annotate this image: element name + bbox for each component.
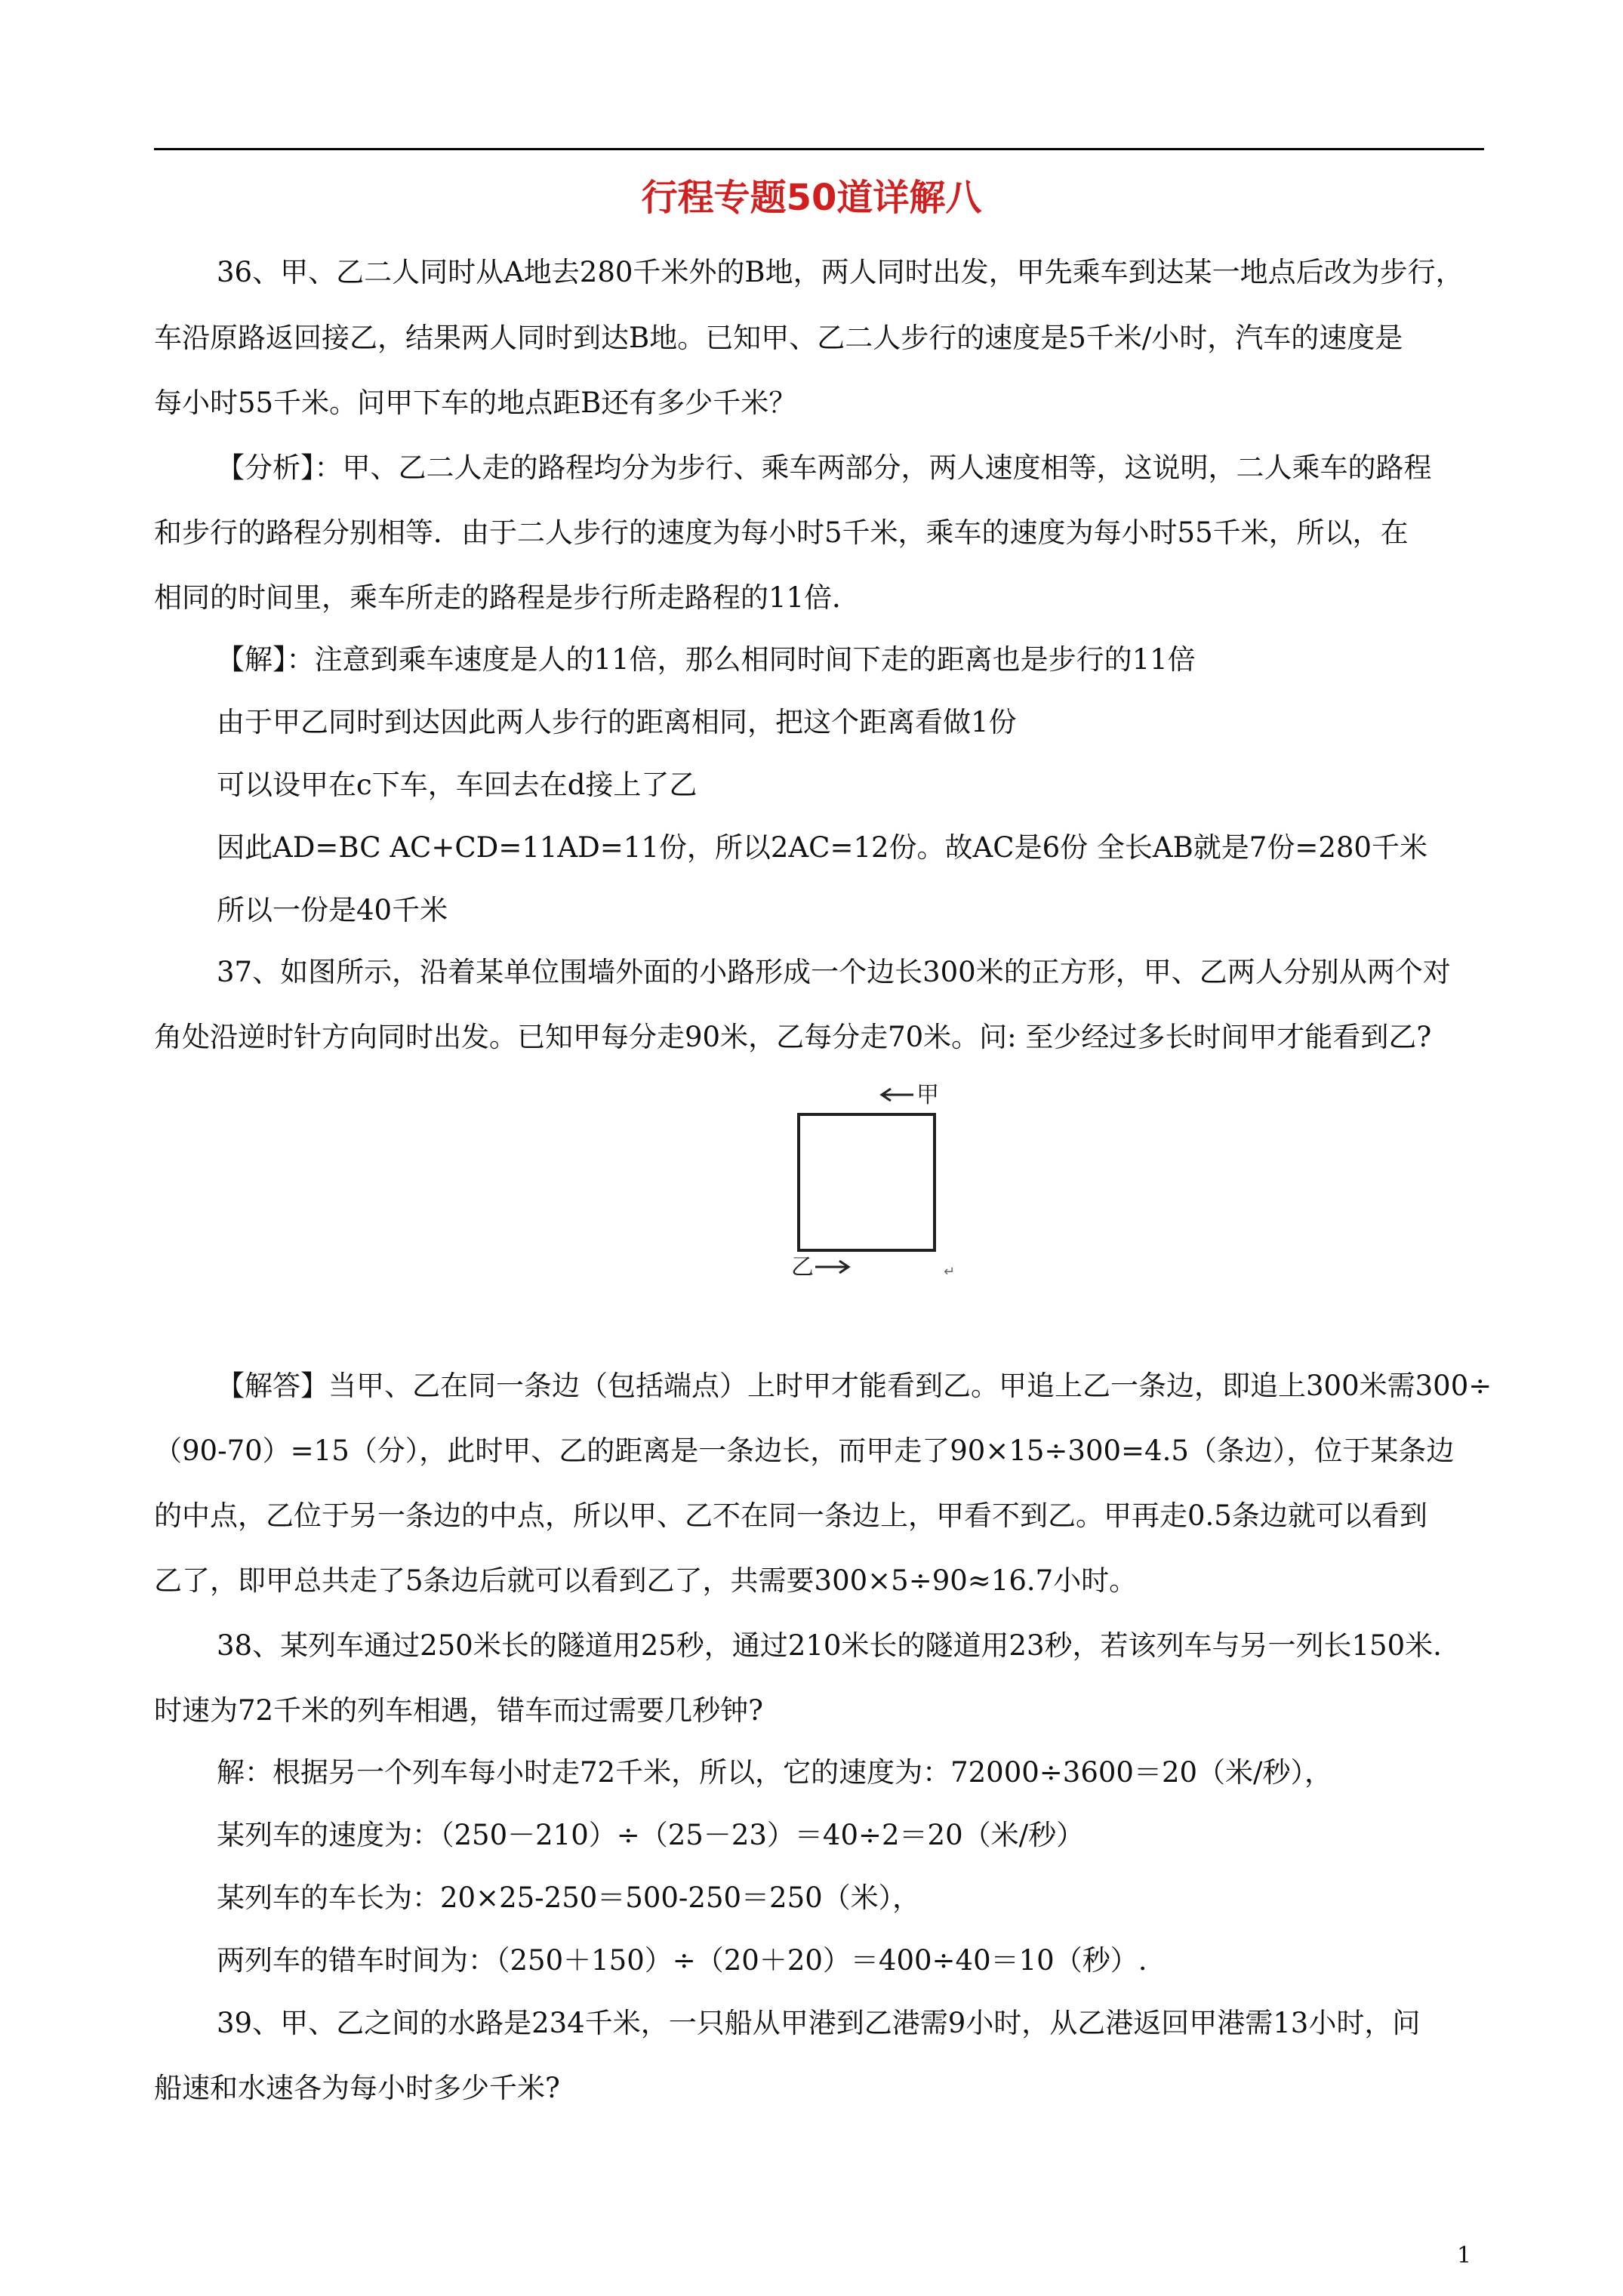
q38-line-1: 38、某列车通过250米长的隧道用25秒，通过210米长的隧道用23秒，若该列车与另一列长150米.	[217, 1629, 1442, 1662]
q38-solution-line-3: 某列车的车长为：20×25-250＝500-250＝250（米），	[217, 1881, 921, 1914]
q36-analysis-line-3: 相同的时间里，乘车所走的路程是步行所走路程的11倍．	[154, 581, 861, 614]
return-mark: ↵	[944, 1264, 956, 1280]
q37-answer-line-1: 【解答】当甲、乙在同一条边（包括端点）上时甲才能看到乙。甲追上乙一条边，即追上300米需300÷	[217, 1370, 1492, 1402]
q37-answer-line-3: 的中点，乙位于另一条边的中点，所以甲、乙不在同一条边上，甲看不到乙。甲再走0.5条边就可以看到	[154, 1499, 1427, 1532]
square-outline	[799, 1114, 935, 1250]
q36-line-3: 每小时55千米。问甲下车的地点距B还有多少千米？	[154, 387, 797, 419]
q37-answer-line-2: （90-70）=15（分），此时甲、乙的距离是一条边长，而甲走了90×15÷300=4.5（条边），位于某条边	[154, 1435, 1455, 1467]
q37-answer-line-4: 乙了，即甲总共走了5条边后就可以看到乙了，共需要300×5÷90≈16.7小时。	[154, 1564, 1138, 1597]
page-title: 行程专题50道详解八	[641, 177, 982, 219]
q36-line-2: 车沿原路返回接乙，结果两人同时到达B地。已知甲、乙二人步行的速度是5千米/小时，汽车的速度是	[154, 322, 1403, 354]
q38-solution-line-2: 某列车的速度为：（250－210）÷（25－23）＝40÷2＝20（米/秒）	[217, 1819, 1085, 1851]
q38-solution-line-4: 两列车的错车时间为：（250＋150）÷（20＋20）＝400÷40＝10（秒）.	[217, 1944, 1147, 1977]
q36-solution-line-1: 【解】：注意到乘车速度是人的11倍，那么相同时间下走的距离也是步行的11倍	[217, 643, 1196, 676]
jia-label: 甲	[916, 1082, 939, 1108]
square-path-figure	[785, 1072, 966, 1287]
q36-solution-line-2: 由于甲乙同时到达因此两人步行的距离相同，把这个距离看做1份	[217, 706, 1017, 738]
q38-solution-line-1: 解：根据另一个列车每小时走72千米，所以，它的速度为：72000÷3600＝20（米/秒），	[217, 1756, 1332, 1789]
q37-line-1: 37、如图所示，沿着某单位围墙外面的小路形成一个边长300米的正方形，甲、乙两人分别从两个对	[217, 956, 1451, 988]
q37-line-2: 角处沿逆时针方向同时出发。已知甲每分走90米，乙每分走70米。问: 至少经过多长时间甲才能看到乙?	[154, 1021, 1432, 1053]
yi-label: 乙	[791, 1254, 814, 1281]
q39-line-2: 船速和水速各为每小时多少千米?	[154, 2072, 560, 2104]
q38-line-2: 时速为72千米的列车相遇，错车而过需要几秒钟?	[154, 1694, 763, 1727]
q36-solution-line-4: 因此AD=BC AC+CD=11AD=11份，所以2AC=12份。故AC是6份 全长AB就是7份=280千米	[217, 831, 1427, 864]
q36-solution-line-3: 可以设甲在c下车，车回去在d接上了乙	[217, 769, 698, 801]
q36-solution-line-5: 所以一份是40千米	[217, 894, 448, 926]
square-diagram	[785, 1072, 966, 1284]
q36-analysis-line-2: 和步行的路程分别相等．由于二人步行的速度为每小时5千米，乘车的速度为每小时55千米，所以，在	[154, 516, 1409, 549]
page-number: 1	[1457, 2242, 1472, 2269]
q39-line-1: 39、甲、乙之间的水路是234千米，一只船从甲港到乙港需9小时，从乙港返回甲港需13小时，问	[217, 2007, 1421, 2039]
q36-analysis-line-1: 【分析】：甲、乙二人走的路程均分为步行、乘车两部分，两人速度相等，这说明，二人乘车的路程	[217, 451, 1432, 484]
q36-line-1: 36、甲、乙二人同时从A地去280千米外的B地，两人同时出发，甲先乘车到达某一地点后改为步行，	[217, 256, 1464, 288]
header-rule	[154, 148, 1484, 150]
